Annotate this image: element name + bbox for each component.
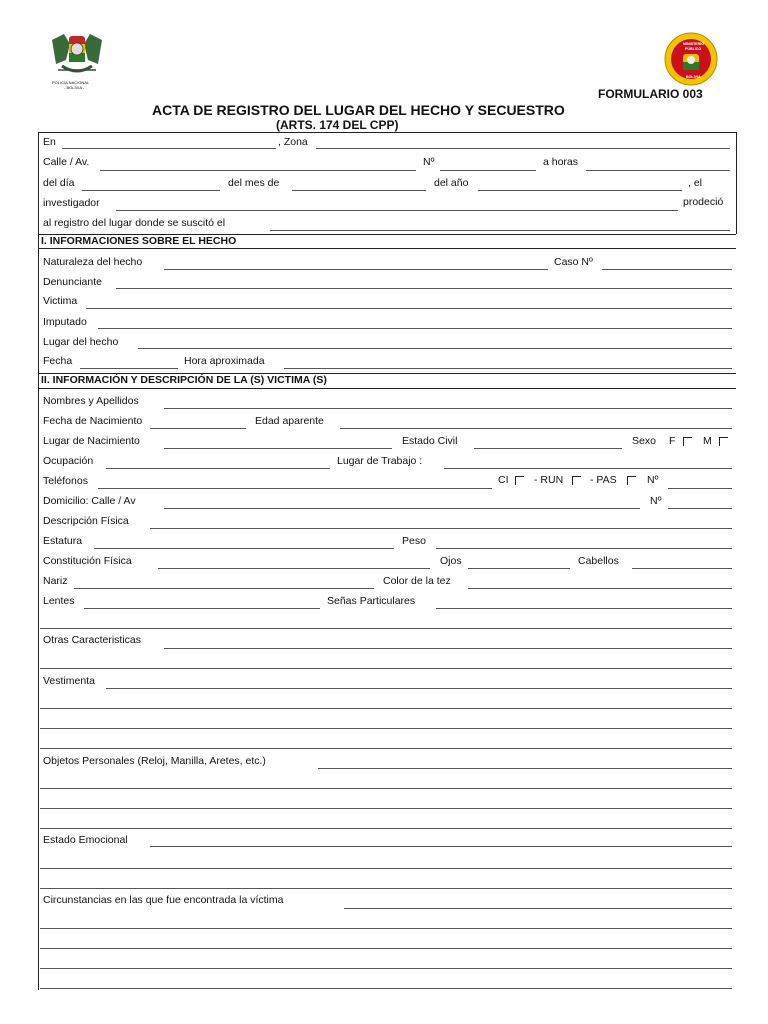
- label-fecha-nacimiento: Fecha de Nacimiento: [43, 415, 143, 427]
- field-peso[interactable]: [436, 548, 732, 549]
- police-logo-line-2: - BOLIVIA -: [64, 85, 85, 90]
- field-estatura[interactable]: [94, 548, 394, 549]
- field-otras[interactable]: [164, 648, 732, 649]
- field-ocupacion[interactable]: [106, 468, 330, 469]
- field-nariz[interactable]: [74, 588, 374, 589]
- label-a-horas: a horas: [543, 156, 579, 168]
- field-circunstancias[interactable]: [344, 908, 732, 909]
- label-lugar-trabajo: Lugar de Trabajo :: [337, 455, 423, 467]
- label-domicilio: Domicilio: Calle / Av: [43, 495, 136, 507]
- field-estado-civil[interactable]: [474, 448, 622, 449]
- ministerio-logo-line-1: MINISTERIO: [683, 42, 704, 46]
- label-telefonos: Teléfonos: [43, 475, 88, 487]
- field-estado-emocional[interactable]: [150, 846, 732, 847]
- field-ojos[interactable]: [468, 568, 570, 569]
- field-lugar-nacimiento[interactable]: [164, 448, 392, 449]
- label-victima: Victima: [43, 295, 78, 307]
- label-nombres: Nombres y Apellidos: [43, 395, 139, 407]
- field-edad[interactable]: [340, 428, 732, 429]
- label-constitucion: Constitución Física: [43, 555, 132, 567]
- label-sexo-f: F: [669, 435, 676, 447]
- ministerio-logo-line-3: BOLIVIA: [686, 75, 701, 79]
- label-al-registro: al registro del lugar donde se suscitó el: [43, 217, 226, 229]
- field-dia[interactable]: [82, 190, 220, 191]
- field-lugar-hecho[interactable]: [138, 348, 732, 349]
- label-ojos: Ojos: [440, 555, 462, 567]
- label-naturaleza: Naturaleza del hecho: [43, 256, 143, 268]
- field-senas-line-2[interactable]: [40, 628, 732, 629]
- label-calle: Calle / Av.: [43, 156, 90, 168]
- label-vestimenta: Vestimenta: [43, 675, 95, 687]
- label-ci: CI: [498, 474, 509, 486]
- police-crest-icon: [48, 30, 106, 80]
- field-doc-numero[interactable]: [668, 488, 732, 489]
- field-calle[interactable]: [100, 170, 416, 171]
- label-senas: Señas Particulares: [327, 595, 416, 607]
- field-objetos-line-3[interactable]: [40, 808, 732, 809]
- field-senas[interactable]: [436, 608, 732, 609]
- field-imputado[interactable]: [98, 328, 732, 329]
- field-circunstancias-line-2[interactable]: [40, 928, 732, 929]
- label-pas: - PAS: [590, 474, 617, 486]
- label-del-dia: del día: [43, 177, 75, 189]
- ministerio-publico-logo: [664, 32, 718, 86]
- police-logo-line-1: POLICIA NACIONAL: [52, 80, 90, 85]
- field-lentes[interactable]: [84, 608, 320, 609]
- section-1-heading: I. INFORMACIONES SOBRE EL HECHO: [41, 235, 237, 247]
- field-telefonos[interactable]: [98, 488, 492, 489]
- field-color-tez[interactable]: [468, 588, 732, 589]
- field-vestimenta-line-4[interactable]: [40, 748, 732, 749]
- label-numero: Nº: [423, 156, 435, 168]
- label-del-anio: del año: [434, 177, 469, 189]
- label-imputado: Imputado: [43, 316, 87, 328]
- field-circunstancias-line-3[interactable]: [40, 948, 732, 949]
- label-fecha: Fecha: [43, 355, 73, 367]
- label-el: , el: [688, 177, 703, 189]
- label-lugar-hecho: Lugar del hecho: [43, 336, 119, 348]
- label-cabellos: Cabellos: [578, 555, 619, 567]
- label-domicilio-numero: Nº: [650, 495, 662, 507]
- label-peso: Peso: [402, 535, 426, 547]
- form-subtitle: (ARTS. 174 DEL CPP): [276, 118, 399, 132]
- field-estado-emocional-line-2[interactable]: [40, 868, 732, 869]
- field-hora[interactable]: [284, 368, 732, 369]
- checkbox-run[interactable]: [572, 476, 581, 485]
- label-en: En: [43, 136, 56, 148]
- label-estado-emocional: Estado Emocional: [43, 834, 128, 846]
- field-circunstancias-line-4[interactable]: [40, 968, 732, 969]
- field-caso[interactable]: [602, 269, 732, 270]
- field-constitucion[interactable]: [158, 568, 430, 569]
- label-objetos: Objetos Personales (Reloj, Manilla, Aretes, etc.): [43, 755, 266, 767]
- field-objetos-line-2[interactable]: [40, 788, 732, 789]
- label-investigador: investigador: [43, 197, 100, 209]
- field-naturaleza[interactable]: [164, 269, 548, 270]
- checkbox-sexo-f[interactable]: [683, 437, 692, 446]
- field-numero[interactable]: [440, 170, 536, 171]
- label-zona: , Zona: [278, 136, 308, 148]
- form-code: FORMULARIO 003: [598, 87, 703, 101]
- label-descripcion-fisica: Descripción Física: [43, 515, 129, 527]
- label-lugar-nacimiento: Lugar de Nacimiento: [43, 435, 140, 447]
- field-otras-line-2[interactable]: [40, 668, 732, 669]
- checkbox-sexo-m[interactable]: [719, 437, 728, 446]
- label-caso: Caso Nº: [554, 256, 593, 268]
- label-del-mes: del mes de: [228, 177, 280, 189]
- field-objetos[interactable]: [318, 768, 732, 769]
- label-color-tez: Color de la tez: [383, 575, 451, 587]
- field-lugar-trabajo[interactable]: [444, 468, 732, 469]
- field-vestimenta-line-2[interactable]: [40, 708, 732, 709]
- label-run: - RUN: [534, 474, 564, 486]
- field-a-horas[interactable]: [586, 170, 730, 171]
- label-lentes: Lentes: [43, 595, 75, 607]
- field-cabellos[interactable]: [632, 568, 732, 569]
- field-domicilio-numero[interactable]: [668, 508, 732, 509]
- label-estatura: Estatura: [43, 535, 83, 547]
- field-estado-emocional-line-3[interactable]: [40, 888, 732, 889]
- label-edad: Edad aparente: [255, 415, 324, 427]
- label-ocupacion: Ocupación: [43, 455, 94, 467]
- field-nombres[interactable]: [164, 408, 732, 409]
- field-investigador[interactable]: [116, 210, 678, 211]
- field-mes[interactable]: [292, 190, 426, 191]
- field-descripcion-fisica[interactable]: [150, 528, 732, 529]
- field-en[interactable]: [62, 148, 276, 149]
- field-denunciante[interactable]: [116, 288, 732, 289]
- form-title: ACTA DE REGISTRO DEL LUGAR DEL HECHO Y SECUESTRO: [152, 102, 565, 118]
- field-circunstancias-line-5[interactable]: [40, 988, 732, 989]
- label-sexo-m: M: [703, 435, 712, 447]
- label-sexo: Sexo: [632, 435, 656, 447]
- label-nariz: Nariz: [43, 575, 68, 587]
- ministerio-logo-line-2: PÚBLICO: [685, 47, 702, 51]
- field-victima[interactable]: [86, 308, 732, 309]
- label-otras: Otras Caracteristicas: [43, 634, 142, 646]
- label-doc-numero: Nº: [647, 474, 659, 486]
- label-circunstancias: Circunstancias en las que fue encontrada la víctima: [43, 894, 284, 906]
- label-estado-civil: Estado Civil: [402, 435, 458, 447]
- field-al-registro[interactable]: [270, 230, 730, 231]
- checkbox-pas[interactable]: [627, 476, 636, 485]
- section-2-heading: II. INFORMACIÓN Y DESCRIPCIÓN DE LA (S) VICTIMA (S): [41, 374, 327, 386]
- label-denunciante: Denunciante: [43, 276, 102, 288]
- checkbox-ci[interactable]: [515, 476, 524, 485]
- field-fecha[interactable]: [80, 368, 178, 369]
- field-domicilio[interactable]: [164, 508, 640, 509]
- field-zona[interactable]: [316, 148, 730, 149]
- field-fecha-nacimiento[interactable]: [150, 428, 246, 429]
- field-vestimenta[interactable]: [106, 688, 732, 689]
- label-hora: Hora aproximada: [184, 355, 265, 367]
- label-procedio: prodeció: [683, 196, 724, 208]
- field-anio[interactable]: [478, 190, 682, 191]
- field-objetos-line-4[interactable]: [40, 828, 732, 829]
- police-logo: [48, 30, 106, 90]
- field-vestimenta-line-3[interactable]: [40, 728, 732, 729]
